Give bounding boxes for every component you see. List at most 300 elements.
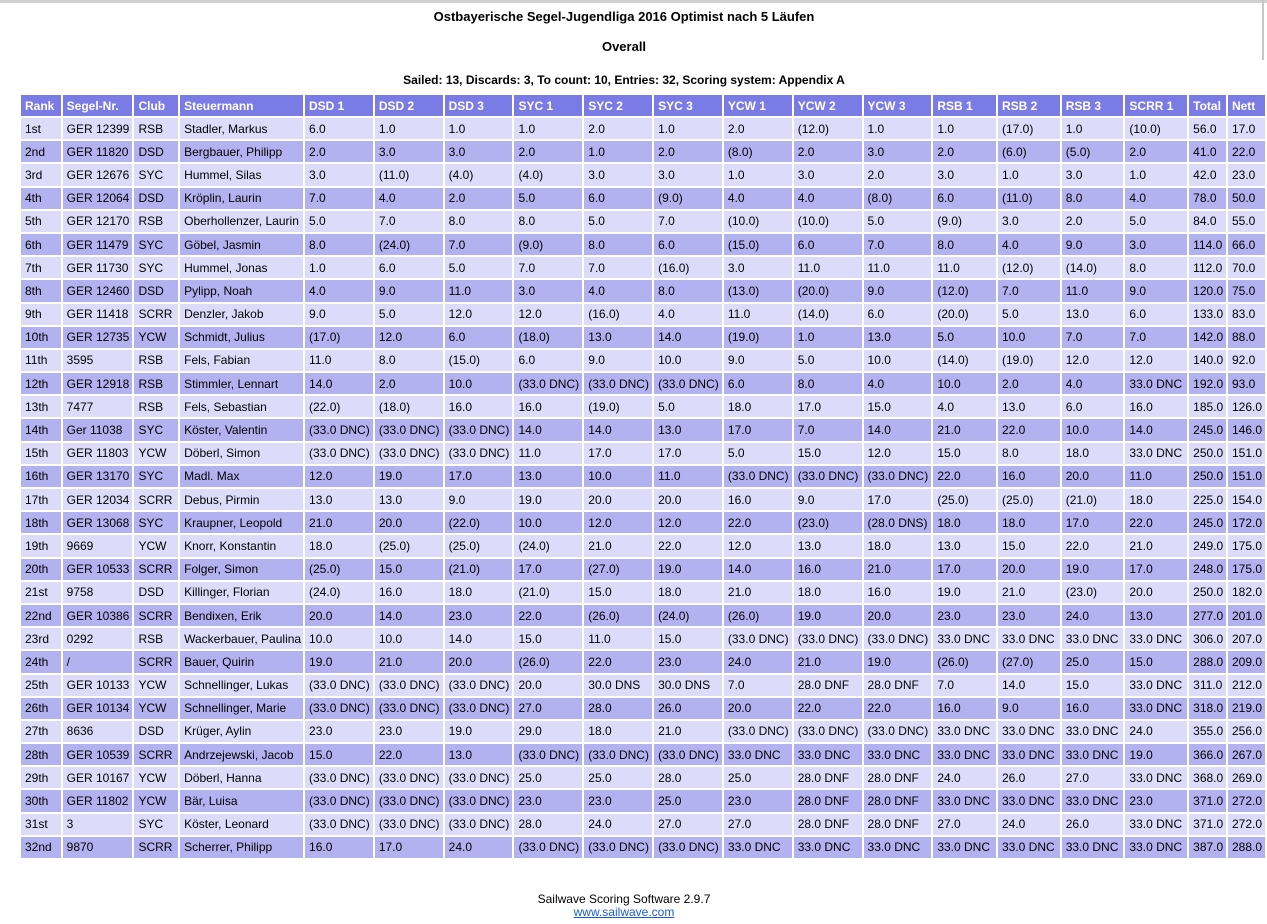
table-cell: 29.0 xyxy=(514,721,582,742)
table-cell: 18.0 xyxy=(584,721,652,742)
table-row xyxy=(21,257,1265,278)
table-cell: 33.0 DNC xyxy=(1125,675,1187,696)
table-cell: 33.0 DNC xyxy=(1062,721,1124,742)
table-cell: (33.0 DNC) xyxy=(724,628,792,649)
table-cell: Bauer, Quirin xyxy=(180,651,303,672)
table-cell: 14th xyxy=(21,419,61,440)
table-row xyxy=(21,118,1265,139)
table-cell: 9.0 xyxy=(305,304,373,325)
table-cell: 288.0 xyxy=(1228,837,1265,858)
table-cell: 9th xyxy=(21,304,61,325)
table-cell: 3 xyxy=(63,814,133,835)
table-cell: 22.0 xyxy=(654,535,722,556)
table-cell: Köster, Valentin xyxy=(180,419,303,440)
table-cell: (33.0 DNC) xyxy=(794,628,862,649)
table-cell: GER 12735 xyxy=(63,327,133,348)
table-cell: 2.0 xyxy=(724,118,792,139)
table-cell: SYC xyxy=(134,234,178,255)
table-cell: 19.0 xyxy=(1125,744,1187,765)
table-cell: SCRR xyxy=(134,559,178,580)
table-row xyxy=(21,188,1265,209)
table-cell: 33.0 DNC xyxy=(998,837,1060,858)
table-row xyxy=(21,419,1265,440)
table-cell: 33.0 DNC xyxy=(1125,373,1187,394)
column-header: DSD 3 xyxy=(445,95,513,116)
table-cell: 9758 xyxy=(63,582,133,603)
table-cell: RSB xyxy=(134,350,178,371)
table-cell: 10.0 xyxy=(998,327,1060,348)
table-cell: 7.0 xyxy=(514,257,582,278)
table-cell: 3.0 xyxy=(1062,164,1124,185)
table-cell: 17.0 xyxy=(654,443,722,464)
table-cell: (20.0) xyxy=(794,280,862,301)
table-cell: 22.0 xyxy=(1125,512,1187,533)
table-cell: GER 10133 xyxy=(63,675,133,696)
table-cell: 15th xyxy=(21,443,61,464)
table-cell: 23rd xyxy=(21,628,61,649)
table-cell: (21.0) xyxy=(1062,489,1124,510)
table-cell: 8th xyxy=(21,280,61,301)
table-cell: 19.0 xyxy=(1062,559,1124,580)
table-cell: 24.0 xyxy=(445,837,513,858)
table-cell: 33.0 DNC xyxy=(794,744,862,765)
table-cell: (15.0) xyxy=(445,350,513,371)
table-cell: 23.0 xyxy=(375,721,443,742)
table-cell: 7477 xyxy=(63,396,133,417)
table-cell: 269.0 xyxy=(1228,767,1265,788)
table-cell: (12.0) xyxy=(998,257,1060,278)
table-cell: 17.0 xyxy=(1062,512,1124,533)
table-cell: (33.0 DNC) xyxy=(445,443,513,464)
table-cell: 24.0 xyxy=(933,767,996,788)
table-cell: DSD xyxy=(134,141,178,162)
table-cell: 18.0 xyxy=(654,582,722,603)
results-table xyxy=(19,93,1267,860)
table-cell: (8.0) xyxy=(724,141,792,162)
table-cell: 6.0 xyxy=(514,350,582,371)
table-cell: 26.0 xyxy=(998,767,1060,788)
table-cell: 33.0 DNC xyxy=(864,744,932,765)
table-cell: 21.0 xyxy=(654,721,722,742)
table-cell: 18.0 xyxy=(794,582,862,603)
table-cell: Hummel, Silas xyxy=(180,164,303,185)
table-cell: 288.0 xyxy=(1189,651,1226,672)
table-cell: 33.0 DNC xyxy=(724,744,792,765)
table-cell: 24th xyxy=(21,651,61,672)
table-cell: 9.0 xyxy=(724,350,792,371)
table-row xyxy=(21,721,1265,742)
table-cell: 16th xyxy=(21,466,61,487)
table-cell: 18.0 xyxy=(305,535,373,556)
table-cell: 23.0 xyxy=(305,721,373,742)
table-cell: 151.0 xyxy=(1228,443,1265,464)
table-cell: (33.0 DNC) xyxy=(305,790,373,811)
table-cell: 8.0 xyxy=(933,234,996,255)
table-cell: YCW xyxy=(134,790,178,811)
table-cell: (27.0) xyxy=(998,651,1060,672)
table-cell: 9.0 xyxy=(794,489,862,510)
table-cell: 4th xyxy=(21,188,61,209)
table-cell: 55.0 xyxy=(1228,211,1265,232)
table-cell: 17.0 xyxy=(933,559,996,580)
table-row xyxy=(21,141,1265,162)
table-cell: 12.0 xyxy=(864,443,932,464)
table-cell: 13.0 xyxy=(933,535,996,556)
table-cell: 248.0 xyxy=(1189,559,1226,580)
table-cell: 28.0 xyxy=(584,698,652,719)
table-cell: YCW xyxy=(134,698,178,719)
table-cell: 17.0 xyxy=(375,837,443,858)
table-cell: (9.0) xyxy=(654,188,722,209)
table-cell: 17.0 xyxy=(445,466,513,487)
table-cell: 15.0 xyxy=(933,443,996,464)
table-cell: (33.0 DNC) xyxy=(514,837,582,858)
table-cell: 4.0 xyxy=(1125,188,1187,209)
table-cell: (4.0) xyxy=(514,164,582,185)
table-cell: 33.0 DNC xyxy=(1125,443,1187,464)
table-cell: (33.0 DNC) xyxy=(514,744,582,765)
table-cell: 209.0 xyxy=(1228,651,1265,672)
table-row xyxy=(21,651,1265,672)
table-cell: 25.0 xyxy=(584,767,652,788)
table-cell: 1.0 xyxy=(375,118,443,139)
table-cell: (33.0 DNC) xyxy=(375,790,443,811)
table-cell: (33.0 DNC) xyxy=(305,419,373,440)
table-cell: 14.0 xyxy=(514,419,582,440)
table-cell: 9.0 xyxy=(584,350,652,371)
table-row xyxy=(21,535,1265,556)
table-cell: Folger, Simon xyxy=(180,559,303,580)
table-cell: 13.0 xyxy=(998,396,1060,417)
table-cell: 18.0 xyxy=(445,582,513,603)
table-cell: (13.0) xyxy=(724,280,792,301)
table-cell: 11.0 xyxy=(445,280,513,301)
table-cell: 5.0 xyxy=(445,257,513,278)
table-cell: 21.0 xyxy=(724,582,792,603)
table-cell: 212.0 xyxy=(1228,675,1265,696)
table-cell: 311.0 xyxy=(1189,675,1226,696)
table-cell: 6.0 xyxy=(584,188,652,209)
table-cell: Stimmler, Lennart xyxy=(180,373,303,394)
table-cell: (24.0) xyxy=(375,234,443,255)
table-cell: 11.0 xyxy=(1062,280,1124,301)
table-cell: 245.0 xyxy=(1189,419,1226,440)
table-cell: 26.0 xyxy=(654,698,722,719)
column-header: SYC 2 xyxy=(584,95,652,116)
table-cell: (15.0) xyxy=(724,234,792,255)
table-cell: 9.0 xyxy=(1125,280,1187,301)
table-cell: 33.0 DNC xyxy=(1125,628,1187,649)
table-row xyxy=(21,327,1265,348)
table-cell: (33.0 DNC) xyxy=(375,698,443,719)
sailwave-link[interactable]: www.sailwave.com xyxy=(573,905,675,919)
table-cell: 267.0 xyxy=(1228,744,1265,765)
table-cell: 10.0 xyxy=(514,512,582,533)
table-cell: 6.0 xyxy=(654,234,722,255)
table-cell: Oberhollenzer, Laurin xyxy=(180,211,303,232)
table-cell: 5.0 xyxy=(794,350,862,371)
table-cell: 8.0 xyxy=(1062,188,1124,209)
table-cell: 22.0 xyxy=(584,651,652,672)
table-cell: Denzler, Jakob xyxy=(180,304,303,325)
table-cell: 5.0 xyxy=(1125,211,1187,232)
table-cell: 18.0 xyxy=(1125,489,1187,510)
table-cell: 250.0 xyxy=(1189,582,1226,603)
table-cell: 28.0 DNF xyxy=(794,814,862,835)
table-cell: 1.0 xyxy=(998,164,1060,185)
table-cell: (25.0) xyxy=(305,559,373,580)
table-cell: 24.0 xyxy=(998,814,1060,835)
table-cell: 42.0 xyxy=(1189,164,1226,185)
table-cell: 17.0 xyxy=(1228,118,1265,139)
column-header: YCW 2 xyxy=(794,95,862,116)
table-cell: 8.0 xyxy=(305,234,373,255)
table-cell: (21.0) xyxy=(514,582,582,603)
table-cell: SYC xyxy=(134,814,178,835)
table-cell: Bendixen, Erik xyxy=(180,605,303,626)
table-cell: 2.0 xyxy=(584,118,652,139)
table-cell: 4.0 xyxy=(724,188,792,209)
table-cell: 1.0 xyxy=(654,118,722,139)
table-cell: 19.0 xyxy=(445,721,513,742)
table-row xyxy=(21,837,1265,858)
table-cell: Pylipp, Noah xyxy=(180,280,303,301)
table-cell: 8.0 xyxy=(445,211,513,232)
table-cell: 12.0 xyxy=(375,327,443,348)
table-cell: 4.0 xyxy=(864,373,932,394)
table-cell: 3rd xyxy=(21,164,61,185)
table-cell: (27.0) xyxy=(584,559,652,580)
table-cell: 33.0 DNC xyxy=(724,837,792,858)
table-cell: 9.0 xyxy=(375,280,443,301)
table-cell: 18.0 xyxy=(1062,443,1124,464)
table-cell: RSB xyxy=(134,211,178,232)
table-cell: (33.0 DNC) xyxy=(724,721,792,742)
table-cell: 11.0 xyxy=(933,257,996,278)
table-cell: 7.0 xyxy=(998,280,1060,301)
table-cell: (23.0) xyxy=(1062,582,1124,603)
table-cell: (33.0 DNC) xyxy=(864,721,932,742)
table-cell: (10.0) xyxy=(724,211,792,232)
table-cell: 16.0 xyxy=(1062,698,1124,719)
table-cell: 14.0 xyxy=(375,605,443,626)
table-cell: 10th xyxy=(21,327,61,348)
table-cell: 7.0 xyxy=(794,419,862,440)
table-cell: 30.0 DNS xyxy=(584,675,652,696)
table-cell: 24.0 xyxy=(1125,721,1187,742)
table-cell: 11.0 xyxy=(724,304,792,325)
table-cell: 371.0 xyxy=(1189,790,1226,811)
table-cell: 6.0 xyxy=(445,327,513,348)
table-cell: 6.0 xyxy=(305,118,373,139)
table-cell: 3.0 xyxy=(305,164,373,185)
table-cell: 28.0 DNF xyxy=(864,675,932,696)
table-cell: GER 10134 xyxy=(63,698,133,719)
table-cell: 15.0 xyxy=(1062,675,1124,696)
table-cell: DSD xyxy=(134,280,178,301)
table-cell: 33.0 DNC xyxy=(1062,837,1124,858)
table-cell: (28.0 DNS) xyxy=(864,512,932,533)
table-cell: (26.0) xyxy=(584,605,652,626)
table-cell: 14.0 xyxy=(305,373,373,394)
table-cell: 2.0 xyxy=(1125,141,1187,162)
table-cell: 23.0 xyxy=(584,790,652,811)
page-title: Ostbayerische Segel-Jugendliga 2016 Optimist nach 5 Läufen xyxy=(433,9,815,24)
table-cell: 19.0 xyxy=(933,582,996,603)
table-cell: (14.0) xyxy=(1062,257,1124,278)
table-cell: (33.0 DNC) xyxy=(445,767,513,788)
table-cell: 83.0 xyxy=(1228,304,1265,325)
table-cell: 207.0 xyxy=(1228,628,1265,649)
table-cell: 19.0 xyxy=(375,466,443,487)
table-cell: Köster, Leonard xyxy=(180,814,303,835)
table-cell: 33.0 DNC xyxy=(998,790,1060,811)
table-cell: 13.0 xyxy=(514,466,582,487)
table-cell: 8636 xyxy=(63,721,133,742)
table-cell: (18.0) xyxy=(514,327,582,348)
table-cell: Hummel, Jonas xyxy=(180,257,303,278)
table-cell: 20.0 xyxy=(1125,582,1187,603)
table-cell: 5.0 xyxy=(305,211,373,232)
table-cell: 16.0 xyxy=(794,559,862,580)
table-cell: 16.0 xyxy=(933,698,996,719)
table-cell: 10.0 xyxy=(584,466,652,487)
table-cell: 9870 xyxy=(63,837,133,858)
table-cell: 3.0 xyxy=(933,164,996,185)
table-cell: 12.0 xyxy=(514,304,582,325)
table-cell: 8.0 xyxy=(794,373,862,394)
table-cell: 33.0 DNC xyxy=(1125,698,1187,719)
scrollbar-edge xyxy=(1262,0,1264,60)
table-cell: 4.0 xyxy=(584,280,652,301)
table-cell: Fels, Sebastian xyxy=(180,396,303,417)
table-cell: 13.0 xyxy=(1062,304,1124,325)
table-cell: YCW xyxy=(134,675,178,696)
table-cell: GER 12064 xyxy=(63,188,133,209)
table-cell: 14.0 xyxy=(445,628,513,649)
footer-software: Sailwave Scoring Software 2.9.7 xyxy=(537,892,711,906)
table-cell: (11.0) xyxy=(998,188,1060,209)
table-cell: YCW xyxy=(134,535,178,556)
table-cell: 20.0 xyxy=(864,605,932,626)
table-cell: 16.0 xyxy=(864,582,932,603)
table-cell: 11.0 xyxy=(654,466,722,487)
table-cell: 23.0 xyxy=(514,790,582,811)
table-cell: 245.0 xyxy=(1189,512,1226,533)
table-cell: 1.0 xyxy=(1125,164,1187,185)
table-cell: GER 12170 xyxy=(63,211,133,232)
table-cell: Fels, Fabian xyxy=(180,350,303,371)
table-cell: 20.0 xyxy=(445,651,513,672)
table-cell: 26.0 xyxy=(1062,814,1124,835)
table-cell: RSB xyxy=(134,396,178,417)
table-cell: 272.0 xyxy=(1228,790,1265,811)
table-cell: 10.0 xyxy=(864,350,932,371)
table-cell: 8.0 xyxy=(654,280,722,301)
table-cell: 7.0 xyxy=(445,234,513,255)
table-cell: 6.0 xyxy=(724,373,792,394)
table-cell: 19.0 xyxy=(794,605,862,626)
column-header: SYC 1 xyxy=(514,95,582,116)
table-cell: 28.0 DNF xyxy=(794,767,862,788)
table-cell: (4.0) xyxy=(445,164,513,185)
table-cell: 26th xyxy=(21,698,61,719)
table-cell: 15.0 xyxy=(514,628,582,649)
table-cell: 2.0 xyxy=(445,188,513,209)
table-cell: 6.0 xyxy=(864,304,932,325)
table-cell: 15.0 xyxy=(1125,651,1187,672)
table-cell: 23.0 xyxy=(998,605,1060,626)
table-cell: 185.0 xyxy=(1189,396,1226,417)
table-cell: Schnellinger, Lukas xyxy=(180,675,303,696)
table-cell: (12.0) xyxy=(794,118,862,139)
table-cell: (9.0) xyxy=(933,211,996,232)
table-cell: 6th xyxy=(21,234,61,255)
table-row xyxy=(21,512,1265,533)
table-cell: 88.0 xyxy=(1228,327,1265,348)
table-cell: GER 12676 xyxy=(63,164,133,185)
table-cell: 3595 xyxy=(63,350,133,371)
table-cell: Ger 11038 xyxy=(63,419,133,440)
table-cell: GER 12460 xyxy=(63,280,133,301)
table-cell: 23.0 xyxy=(1228,164,1265,185)
table-cell: 5.0 xyxy=(864,211,932,232)
table-cell: 22.0 xyxy=(1062,535,1124,556)
table-cell: (25.0) xyxy=(445,535,513,556)
table-cell: 33.0 DNC xyxy=(933,837,996,858)
table-cell: 20.0 xyxy=(514,675,582,696)
table-cell: 12.0 xyxy=(654,512,722,533)
table-cell: 5.0 xyxy=(724,443,792,464)
table-body xyxy=(21,118,1265,858)
table-cell: 11.0 xyxy=(1125,466,1187,487)
table-cell: (33.0 DNC) xyxy=(305,443,373,464)
column-header: SYC 3 xyxy=(654,95,722,116)
table-cell: 22.0 xyxy=(724,512,792,533)
table-cell: 175.0 xyxy=(1228,535,1265,556)
table-cell: 4.0 xyxy=(375,188,443,209)
table-cell: (25.0) xyxy=(375,535,443,556)
table-cell: 21.0 xyxy=(375,651,443,672)
table-cell: 1.0 xyxy=(445,118,513,139)
table-cell: 24.0 xyxy=(584,814,652,835)
table-cell: 33.0 DNC xyxy=(933,790,996,811)
table-cell: (33.0 DNC) xyxy=(445,814,513,835)
table-cell: Stadler, Markus xyxy=(180,118,303,139)
table-cell: 9669 xyxy=(63,535,133,556)
table-row xyxy=(21,790,1265,811)
table-cell: Debus, Pirmin xyxy=(180,489,303,510)
table-cell: 11.0 xyxy=(864,257,932,278)
table-cell: SCRR xyxy=(134,605,178,626)
table-cell: 32nd xyxy=(21,837,61,858)
table-cell: 6.0 xyxy=(933,188,996,209)
table-cell: 387.0 xyxy=(1189,837,1226,858)
table-cell: 5.0 xyxy=(375,304,443,325)
table-cell: 10.0 xyxy=(375,628,443,649)
table-cell: 15.0 xyxy=(305,744,373,765)
table-cell: 23.0 xyxy=(1125,790,1187,811)
table-cell: 50.0 xyxy=(1228,188,1265,209)
table-cell: (33.0 DNC) xyxy=(584,373,652,394)
column-header: Steuermann xyxy=(180,95,303,116)
table-cell: 1.0 xyxy=(864,118,932,139)
table-cell: 27.0 xyxy=(654,814,722,835)
table-cell: 20.0 xyxy=(1062,466,1124,487)
table-cell: 20.0 xyxy=(375,512,443,533)
table-cell: 142.0 xyxy=(1189,327,1226,348)
table-cell: (33.0 DNC) xyxy=(654,744,722,765)
